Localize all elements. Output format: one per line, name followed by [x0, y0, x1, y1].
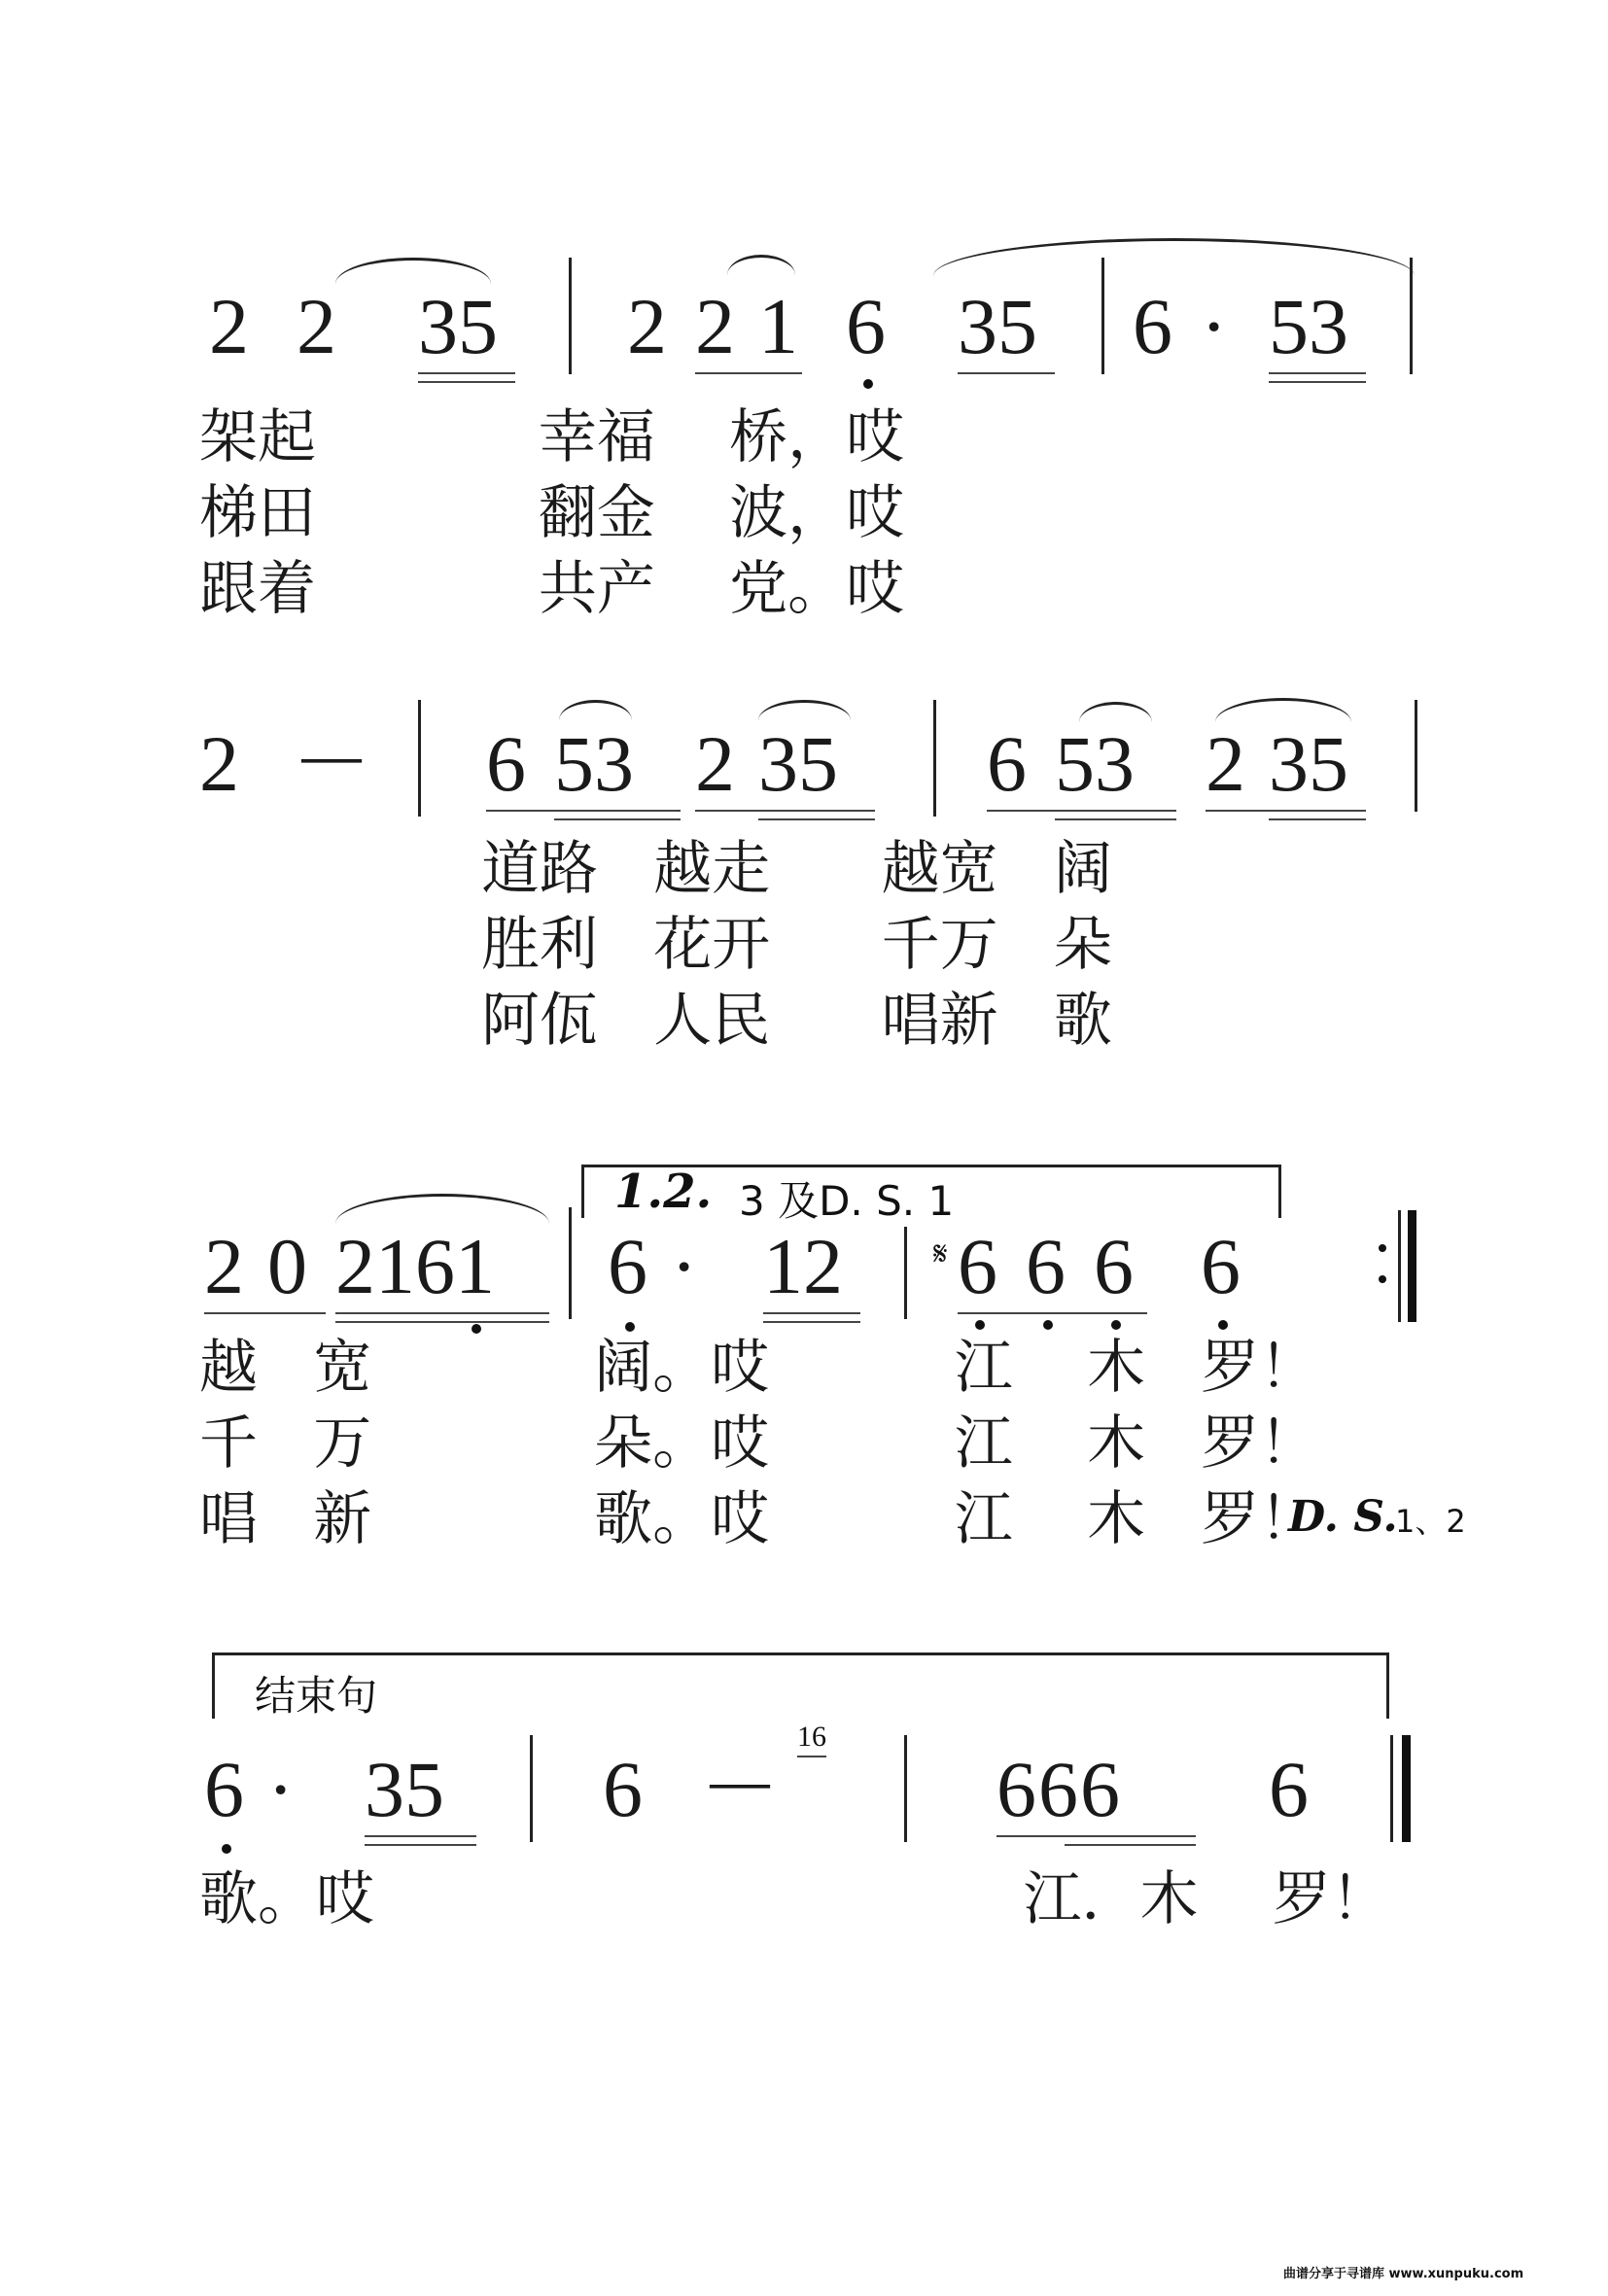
lyric-line: 歌。哎 江．木 罗！ [199, 1865, 1389, 1933]
note: 6 [204, 1745, 244, 1833]
barline [904, 1735, 907, 1842]
note: 6 [603, 1745, 643, 1833]
note: 6 [1094, 1222, 1134, 1310]
note: 6 [987, 719, 1027, 808]
low-octave-dot [1218, 1320, 1228, 1330]
note: 2 [199, 719, 239, 808]
note: 2 [1206, 719, 1245, 808]
repeat-dot [1379, 1244, 1386, 1252]
note: 0 [267, 1222, 307, 1310]
low-octave-dot [472, 1324, 481, 1334]
note: 2 [695, 282, 735, 370]
note: 666 [996, 1745, 1122, 1833]
tie [559, 700, 632, 720]
ending-bracket [212, 1652, 1389, 1719]
note: 2 [204, 1222, 244, 1310]
barline [1410, 258, 1413, 374]
barline [418, 700, 421, 817]
barline [1415, 700, 1417, 812]
underline [1206, 810, 1366, 812]
lyric-line: 唱 新 歌。哎 江 木 罗！ [199, 1485, 1318, 1553]
note: 35 [418, 282, 498, 370]
repeat-dot [1379, 1275, 1386, 1283]
low-octave-dot [625, 1322, 635, 1332]
lyric-line: 架起 幸福 桥，哎 [199, 403, 905, 471]
barline [530, 1735, 533, 1842]
barline [933, 700, 936, 817]
low-octave-dot [222, 1844, 231, 1854]
barline [1398, 1210, 1401, 1322]
note: 6 [1269, 1745, 1309, 1833]
underline [695, 810, 875, 812]
lyric-line: 阿佤 人民 唱新 歌 [481, 987, 1112, 1055]
underline [335, 1312, 549, 1314]
underline [996, 1835, 1196, 1837]
note: 1 [758, 282, 798, 370]
segno-sign: 𝄋 [933, 1235, 948, 1273]
note: － [292, 719, 372, 808]
lyric-line: 梯田 翻金 波，哎 [199, 479, 905, 547]
lyric-line: 道路 越走 越宽 阔 [481, 835, 1112, 903]
lyric-line: 跟着 共产 党。哎 [199, 555, 905, 623]
low-octave-dot [1111, 1320, 1121, 1330]
note: 6 [608, 1222, 647, 1310]
note: 6 [1026, 1222, 1066, 1310]
note: 12 [763, 1222, 843, 1310]
note: · [1201, 282, 1228, 370]
underline [797, 1756, 826, 1757]
note: 2 [297, 282, 336, 370]
tie [727, 255, 795, 275]
lyric-line: 胜利 花开 千万 朵 [481, 911, 1112, 979]
underline [695, 372, 802, 374]
grace-notes: 16 [797, 1721, 826, 1753]
note: － [700, 1745, 781, 1833]
note: 53 [1055, 719, 1135, 808]
underline [365, 1835, 476, 1837]
underline [335, 1321, 549, 1323]
note: 35 [758, 719, 838, 808]
underline [1269, 818, 1366, 820]
lyric-line: 越 宽 阔。哎 江 木 罗！ [199, 1334, 1318, 1402]
note: 2161 [335, 1222, 495, 1310]
barline [569, 258, 572, 374]
note: 6 [1133, 282, 1172, 370]
note: 6 [958, 1222, 997, 1310]
underline [1055, 818, 1176, 820]
note: · [267, 1745, 295, 1833]
underline [987, 810, 1176, 812]
note: 35 [958, 282, 1037, 370]
final-barline [1408, 1210, 1416, 1322]
underline [486, 810, 681, 812]
note: 6 [846, 282, 886, 370]
underline [418, 381, 515, 383]
lyric-line: 千 万 朵。哎 江 木 罗！ [199, 1409, 1318, 1478]
tie [933, 238, 1415, 276]
barline [1101, 258, 1104, 374]
underline [758, 818, 875, 820]
note: 35 [1269, 719, 1348, 808]
tie [335, 258, 491, 284]
low-octave-dot [863, 379, 873, 389]
note: · [671, 1222, 698, 1310]
underline [763, 1321, 860, 1323]
footer-watermark: 曲谱分享于寻谱库 www.xunpuku.com [1283, 2267, 1524, 2281]
note: 2 [627, 282, 667, 370]
underline [365, 1844, 476, 1846]
ds-mark: D. S. [1288, 1492, 1398, 1542]
underline [554, 818, 681, 820]
barline [569, 1207, 572, 1319]
underline [1269, 381, 1366, 383]
note: 2 [695, 719, 735, 808]
barline [904, 1227, 907, 1319]
ending-label: 结束句 [255, 1672, 378, 1720]
low-octave-dot [975, 1320, 985, 1330]
note: 53 [554, 719, 634, 808]
final-barline [1402, 1735, 1411, 1842]
volta-label: 1.2. [614, 1165, 713, 1219]
ds-numbers: 1、2 [1395, 1503, 1466, 1540]
underline [1065, 1844, 1196, 1846]
underline [204, 1312, 326, 1314]
tie [758, 700, 851, 720]
underline [958, 1312, 1147, 1314]
barline [1390, 1735, 1393, 1842]
underline [418, 372, 515, 374]
note: 6 [486, 719, 526, 808]
note: 35 [365, 1745, 444, 1833]
note: 53 [1269, 282, 1348, 370]
tie [335, 1194, 549, 1224]
underline [958, 372, 1055, 374]
note: 2 [209, 282, 249, 370]
low-octave-dot [1043, 1320, 1053, 1330]
underline [1269, 372, 1366, 374]
underline [763, 1312, 860, 1314]
volta-text: 3 及D. S. 1 [739, 1177, 955, 1225]
note: 6 [1201, 1222, 1241, 1310]
